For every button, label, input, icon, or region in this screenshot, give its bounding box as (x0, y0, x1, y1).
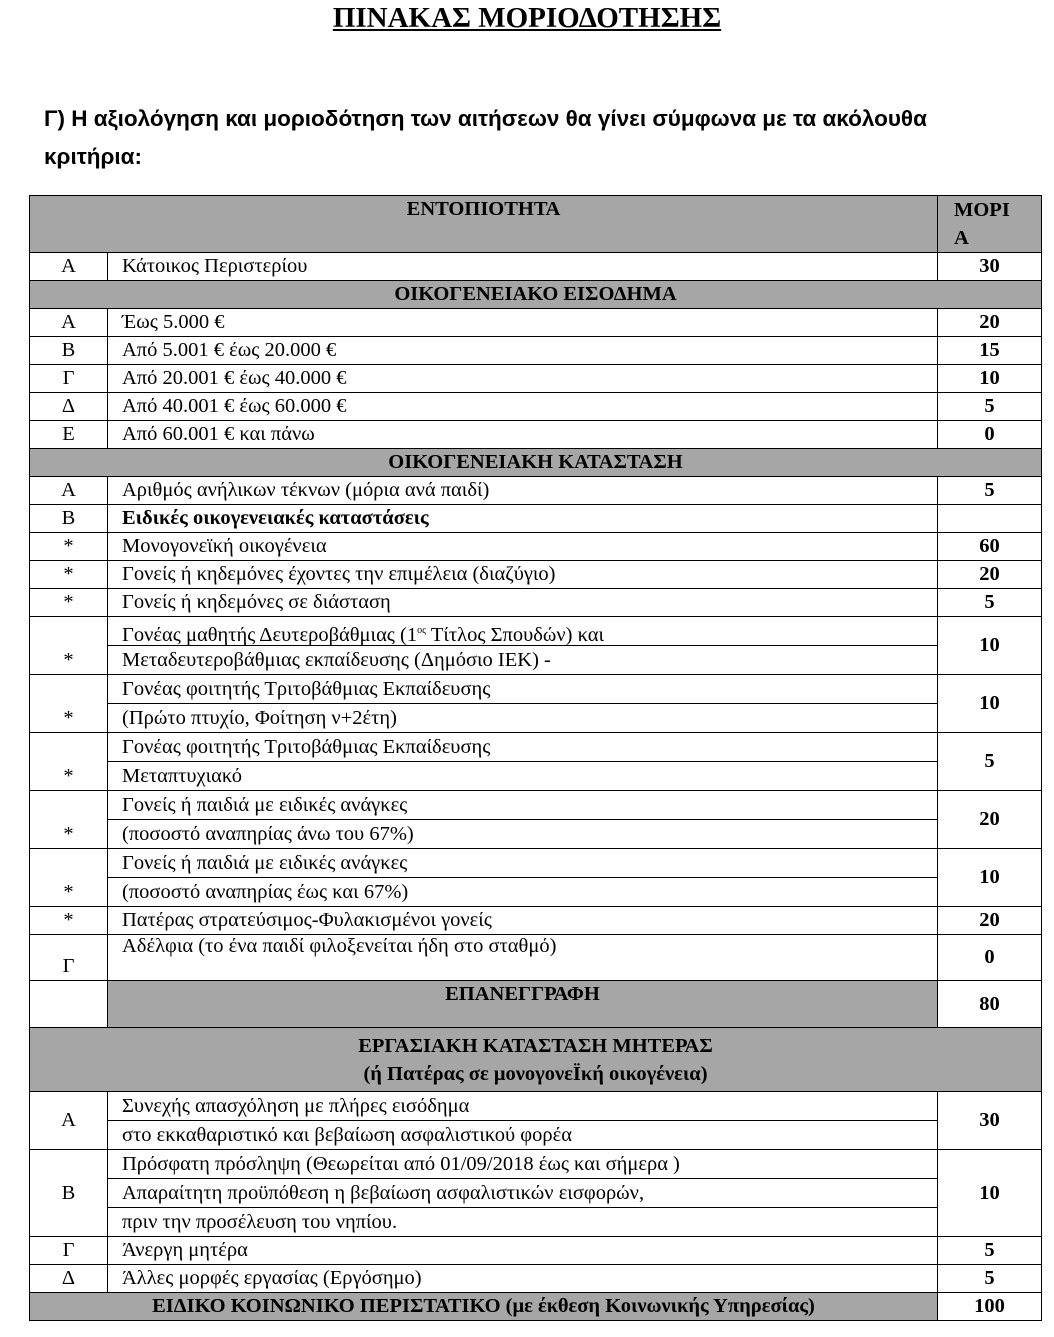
header-residency: ΕΝΤΟΠΙΟΤΗΤΑ (30, 196, 938, 253)
row-text: Από 5.001 € έως 20.000 € (108, 337, 938, 365)
row-text: Γονείς ή κηδεμόνες σε διάσταση (108, 589, 938, 617)
table-row (30, 309, 1042, 337)
section-heading-row (30, 281, 1042, 309)
row-points: 5 (938, 393, 1042, 421)
row-text: Γονείς ή κηδεμόνες έχοντες την επιμέλεια (διαζύγιο) (108, 561, 938, 589)
row-text-line1: Γονείς ή παιδιά με ειδικές ανάγκες (122, 794, 408, 816)
table-row (30, 907, 1042, 935)
row-letter: Α (30, 309, 108, 337)
page-title: ΠΙΝΑΚΑΣ ΜΟΡΙΟΔΟΤΗΣΗΣ (332, 2, 722, 34)
row-letter: Α (30, 253, 108, 281)
table-row (30, 791, 1042, 849)
section-heading-row (30, 449, 1042, 477)
row-text-line2: (ποσοστό αναπηρίας έως και 67%) (108, 877, 937, 906)
row-text-line2: στο εκκαθαριστικό και βεβαίωση ασφαλιστικού φορέα (108, 1120, 937, 1149)
row-letter-empty (30, 981, 108, 1028)
header-points (938, 196, 1042, 253)
row-text-line1: Συνεχής απασχόληση με πλήρες εισόδημα (122, 1095, 470, 1117)
table-row (30, 849, 1042, 907)
row-text: Πατέρας στρατεύσιμος-Φυλακισμένοι γονείς (108, 907, 938, 935)
table-row (30, 589, 1042, 617)
row-text-line1: Πρόσφατη πρόσληψη (Θεωρείται από 01/09/2018 έως και σήμερα ) (122, 1153, 680, 1175)
table-row (30, 337, 1042, 365)
row-letter: Α (30, 1092, 108, 1150)
section-income-heading: ΟΙΚΟΓΕΝΕΙΑΚΟ ΕΙΣΟΔΗΜΑ (30, 281, 1042, 309)
row-mark: * (30, 675, 108, 733)
scoring-table (29, 195, 1042, 1321)
row-points: 0 (938, 935, 1042, 981)
row-text-line2: Μεταπτυχιακό (108, 761, 937, 790)
row-text: Μονογονεϊκή οικογένεια (108, 533, 938, 561)
row-letter: Β (30, 1150, 108, 1237)
row-letter: Β (30, 505, 108, 533)
section-heading-row (30, 1028, 1042, 1092)
table-row (30, 1265, 1042, 1293)
row-points-empty (938, 505, 1042, 533)
row-text: Από 40.001 € έως 60.000 € (108, 393, 938, 421)
table-row (30, 533, 1042, 561)
table-row (30, 935, 1042, 981)
row-letter: Γ (30, 1237, 108, 1265)
row-text: Από 20.001 € έως 40.000 € (108, 365, 938, 393)
row-text (108, 1092, 938, 1150)
table-row (30, 733, 1042, 791)
table-row (30, 365, 1042, 393)
row-text-line2: (Πρώτο πτυχίο, Φοίτηση ν+2έτη) (108, 703, 937, 732)
table-row (30, 561, 1042, 589)
row-points: 80 (938, 981, 1042, 1028)
row-text-line3: πριν την προσέλευση του νηπίου. (108, 1207, 937, 1236)
row-mark: * (30, 533, 108, 561)
social-case-row (30, 1293, 1042, 1321)
row-mark: * (30, 907, 108, 935)
table-row (30, 675, 1042, 733)
row-points: 5 (938, 1237, 1042, 1265)
section-family-heading: ΟΙΚΟΓΕΝΕΙΑΚΗ ΚΑΤΑΣΤΑΣΗ (30, 449, 1042, 477)
row-mark: * (30, 733, 108, 791)
row-mark: * (30, 589, 108, 617)
row-text-line1: Γονέας φοιτητής Τριτοβάθμιας Εκπαίδευσης (122, 678, 491, 700)
table-row (30, 1237, 1042, 1265)
row-letter: Α (30, 477, 108, 505)
row-points: 10 (938, 617, 1042, 675)
row-points: 20 (938, 907, 1042, 935)
row-text-line1: Γονέας φοιτητής Τριτοβάθμιας Εκπαίδευσης (122, 736, 491, 758)
header-points-line2: Α (954, 227, 969, 249)
row-text (108, 675, 938, 733)
row-points: 10 (938, 1150, 1042, 1237)
table-row (30, 421, 1042, 449)
row-text-line2: Απαραίτητη προϋπόθεση η βεβαίωση ασφαλιστικών εισφορών, (108, 1178, 937, 1207)
row-points: 10 (938, 849, 1042, 907)
row-letter: Δ (30, 393, 108, 421)
table-header-row (30, 196, 1042, 253)
row-text: Άλλες μορφές εργασίας (Εργόσημο) (108, 1265, 938, 1293)
table-row (30, 393, 1042, 421)
row-points: 30 (938, 1092, 1042, 1150)
employment-heading-line2: (ή Πατέρας σε μονογονεΪκή οικογένεια) (363, 1062, 708, 1085)
section-social-heading: ΕΙΔΙΚΟ ΚΟΙΝΩΝΙΚΟ ΠΕΡΙΣΤΑΤΙΚΟ (με έκθεση Κοινωνικής Υπηρεσίας) (30, 1293, 938, 1321)
row-points: 0 (938, 421, 1042, 449)
row-text: Αριθμός ανήλικων τέκνων (μόρια ανά παιδί) (108, 477, 938, 505)
reregistration-row (30, 981, 1042, 1028)
row-text (108, 791, 938, 849)
row-points: 15 (938, 337, 1042, 365)
row-points: 5 (938, 733, 1042, 791)
row-points: 10 (938, 365, 1042, 393)
row-points: 60 (938, 533, 1042, 561)
row-text: Έως 5.000 € (108, 309, 938, 337)
row-letter: Γ (30, 365, 108, 393)
table-row (30, 505, 1042, 533)
row-letter: Β (30, 337, 108, 365)
intro-text: Γ) Η αξιολόγηση και μοριοδότηση των αιτήσεων θα γίνει σύμφωνα με τα ακόλουθα κριτήρια: (44, 106, 927, 169)
row-text (108, 733, 938, 791)
table-row (30, 617, 1042, 675)
row-points: 5 (938, 589, 1042, 617)
section-reregistration-heading: ΕΠΑΝΕΓΓΡΑΦΗ (108, 981, 938, 1028)
row-text: Άνεργη μητέρα (108, 1237, 938, 1265)
header-points-line1: ΜΟΡΙ (954, 199, 1010, 221)
table-row (30, 477, 1042, 505)
section-employment-heading (30, 1028, 1042, 1092)
row-points: 20 (938, 309, 1042, 337)
row-text (108, 617, 938, 675)
row-text (108, 849, 938, 907)
table-row (30, 1092, 1042, 1150)
row-points: 100 (938, 1293, 1042, 1321)
table-row (30, 1150, 1042, 1237)
row-mark: * (30, 617, 108, 675)
row-points: 30 (938, 253, 1042, 281)
row-text: Αδέλφια (το ένα παιδί φιλοξενείται ήδη στο σταθμό) (108, 935, 938, 981)
row-text-line1: Γονείς ή παιδιά με ειδικές ανάγκες (122, 852, 408, 874)
row-mark: * (30, 849, 108, 907)
table-row (30, 253, 1042, 281)
row-points: 20 (938, 561, 1042, 589)
row-points: 10 (938, 675, 1042, 733)
row-mark: * (30, 791, 108, 849)
row-text: Κάτοικος Περιστερίου (108, 253, 938, 281)
row-points: 20 (938, 791, 1042, 849)
row-letter: Ε (30, 421, 108, 449)
row-points: 5 (938, 477, 1042, 505)
row-text: Από 60.001 € και πάνω (108, 421, 938, 449)
row-text-line2: (ποσοστό αναπηρίας άνω του 67%) (108, 819, 937, 848)
row-mark: * (30, 561, 108, 589)
row-points: 5 (938, 1265, 1042, 1293)
employment-heading-line1: ΕΡΓΑΣΙΑΚΗ ΚΑΤΑΣΤΑΣΗ ΜΗΤΕΡΑΣ (358, 1034, 713, 1057)
row-text-line1: Γονέας μαθητής Δευτεροβάθμιας ($1^{o\varsigma}$ Τίτλος Σπουδών) και (122, 623, 605, 646)
row-text (108, 1150, 938, 1237)
row-letter: Δ (30, 1265, 108, 1293)
row-letter: Γ (30, 935, 108, 981)
row-text-line2: Μεταδευτεροβάθμιας εκπαίδευσης (Δημόσιο ΙΕΚ) - (108, 645, 937, 674)
row-text: Ειδικές οικογενειακές καταστάσεις (108, 505, 938, 533)
